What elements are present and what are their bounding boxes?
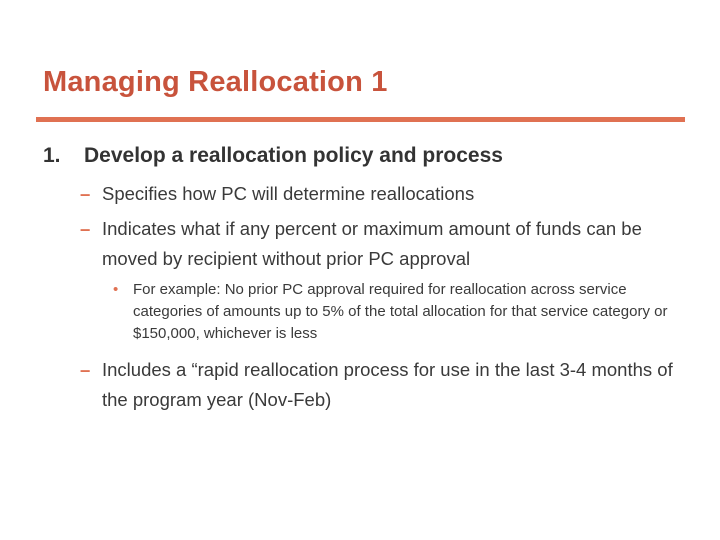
dash-marker: – bbox=[80, 359, 91, 380]
bullet-marker: • bbox=[113, 281, 119, 298]
sub-point-text: Indicates what if any percent or maximum amount of funds can be moved by recipient without prior PC approval bbox=[102, 218, 642, 269]
slide-title: Managing Reallocation 1 bbox=[43, 66, 388, 98]
example-bullet bbox=[113, 279, 688, 345]
dash-marker: – bbox=[80, 183, 91, 204]
sub-point-text: Includes a “rapid reallocation process for use in the last 3-4 months of the program year (Nov-Feb) bbox=[102, 359, 673, 410]
sub-point-1 bbox=[80, 179, 690, 209]
sub-point-2 bbox=[80, 214, 690, 274]
title-divider bbox=[36, 117, 685, 122]
sub-point-text: Specifies how PC will determine reallocations bbox=[102, 183, 475, 204]
example-text: For example: No prior PC approval required for reallocation across service categories of amounts up to 5% of the total allocation for that service category or $150,000, whichever is less bbox=[133, 281, 668, 342]
dash-marker: – bbox=[80, 218, 91, 239]
main-point bbox=[43, 144, 683, 168]
main-point-text: Develop a reallocation policy and process bbox=[84, 144, 503, 167]
sub-point-3 bbox=[80, 355, 690, 415]
main-point-number: 1. bbox=[43, 144, 61, 167]
